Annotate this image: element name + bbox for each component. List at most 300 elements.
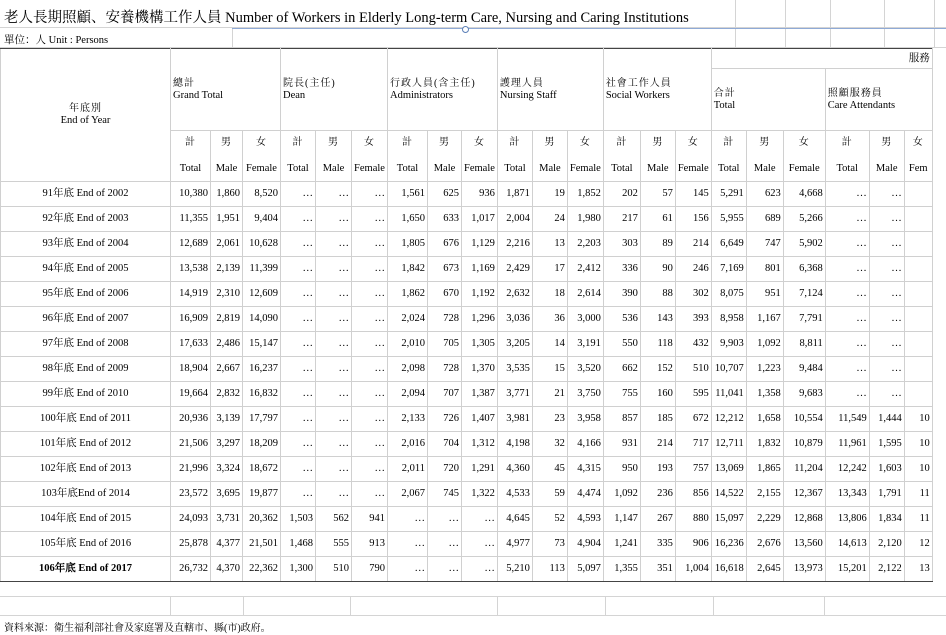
data-cell: 90 [640, 257, 675, 282]
data-cell: 20,362 [243, 507, 281, 532]
data-cell: 4,166 [567, 432, 603, 457]
data-cell: 10 [904, 432, 932, 457]
data-cell: 1,305 [462, 332, 498, 357]
data-cell: 2,120 [869, 532, 904, 557]
data-cell: 2,024 [388, 307, 428, 332]
data-cell: … [316, 482, 352, 507]
sub-header-en: Male [647, 163, 669, 174]
data-cell: 10,707 [711, 357, 746, 382]
data-cell: 73 [532, 532, 567, 557]
table-row [1, 307, 933, 332]
data-cell: 52 [532, 507, 567, 532]
year-cell: 91年底 End of 2002 [1, 182, 171, 207]
data-cell: 113 [532, 557, 567, 582]
data-cell: 1,147 [603, 507, 640, 532]
sub-header-total [281, 131, 316, 182]
year-cell: 92年底 End of 2003 [1, 207, 171, 232]
data-cell: 1,241 [603, 532, 640, 557]
data-cell: … [462, 557, 498, 582]
data-cell: 9,683 [783, 382, 825, 407]
year-cell: 95年底 End of 2006 [1, 282, 171, 307]
data-cell: 16,237 [243, 357, 281, 382]
data-cell: 26,732 [171, 557, 211, 582]
data-cell: … [869, 307, 904, 332]
source-note: 資料來源：衛生福利部社會及家庭署及直轄市、縣(市)政府。 [4, 623, 271, 634]
sub-header-zh: 女 [579, 137, 591, 148]
table-row [1, 382, 933, 407]
data-cell: 393 [675, 307, 711, 332]
data-cell: 2,429 [497, 257, 532, 282]
data-cell: 728 [428, 307, 462, 332]
sub-header-zh: 計 [402, 137, 413, 148]
sub-header-female [462, 131, 498, 182]
sub-header-male [746, 131, 783, 182]
data-cell: 14,919 [171, 282, 211, 307]
data-cell: 4,977 [497, 532, 532, 557]
data-cell: 856 [675, 482, 711, 507]
sub-header-zh: 女 [687, 137, 699, 148]
data-cell: 662 [603, 357, 640, 382]
data-cell: 1,387 [462, 382, 498, 407]
sub-header-en: Total [287, 163, 309, 174]
data-cell: 1,167 [746, 307, 783, 332]
data-cell: 3,324 [211, 457, 243, 482]
data-cell: 2,486 [211, 332, 243, 357]
data-cell: … [388, 532, 428, 557]
data-cell: 1,980 [567, 207, 603, 232]
data-cell: … [281, 282, 316, 307]
data-cell: 303 [603, 232, 640, 257]
data-cell: 156 [675, 207, 711, 232]
data-cell: … [352, 282, 388, 307]
data-cell: 59 [532, 482, 567, 507]
year-cell: 103年底End of 2014 [1, 482, 171, 507]
year-cell: 101年底 End of 2012 [1, 432, 171, 457]
data-cell: 10,554 [783, 407, 825, 432]
data-cell: 10 [904, 407, 932, 432]
data-cell: 217 [603, 207, 640, 232]
data-cell: 160 [640, 382, 675, 407]
sub-header-male [532, 131, 567, 182]
data-cell: 12,212 [711, 407, 746, 432]
sub-header-female [243, 131, 281, 182]
data-cell: 555 [316, 532, 352, 557]
service-staff-group-header [711, 49, 932, 69]
data-cell: 1,355 [603, 557, 640, 582]
data-cell: … [281, 232, 316, 257]
sub-header-total [711, 131, 746, 182]
data-cell: 1,370 [462, 357, 498, 382]
data-cell: … [388, 557, 428, 582]
data-cell: 11 [904, 507, 932, 532]
sub-header-zh: 男 [759, 137, 771, 148]
data-cell: 1,951 [211, 207, 243, 232]
data-cell: 1,561 [388, 182, 428, 207]
data-cell: … [825, 357, 869, 382]
year-cell: 99年底 End of 2010 [1, 382, 171, 407]
data-cell: 562 [316, 507, 352, 532]
sub-header-female [567, 131, 603, 182]
data-cell: 16,909 [171, 307, 211, 332]
data-cell: 1,503 [281, 507, 316, 532]
data-cell: 2,310 [211, 282, 243, 307]
data-cell: 16,832 [243, 382, 281, 407]
data-cell [904, 332, 932, 357]
data-cell: … [825, 382, 869, 407]
data-cell: 267 [640, 507, 675, 532]
data-cell: 15 [532, 357, 567, 382]
data-cell: 8,958 [711, 307, 746, 332]
data-cell: 5,902 [783, 232, 825, 257]
year-cell: 100年底 End of 2011 [1, 407, 171, 432]
data-cell: 13 [904, 557, 932, 582]
data-cell: 18,672 [243, 457, 281, 482]
data-cell: 17 [532, 257, 567, 282]
data-cell: 4,370 [211, 557, 243, 582]
data-cell: 7,791 [783, 307, 825, 332]
data-cell: 10,628 [243, 232, 281, 257]
data-cell: 4,360 [497, 457, 532, 482]
data-cell [904, 282, 932, 307]
sub-header-en: Total [718, 163, 740, 174]
sub-header-female [352, 131, 388, 182]
sheet-title: 老人長期照顧、安養機構工作人員 Number of Workers in Elderly Long-term Care, Nursing and Caring Institutions [4, 10, 689, 26]
data-cell: 89 [640, 232, 675, 257]
data-cell: 143 [640, 307, 675, 332]
data-cell: 20,936 [171, 407, 211, 432]
table-row [1, 357, 933, 382]
year-cell: 104年底 End of 2015 [1, 507, 171, 532]
data-cell: 1,192 [462, 282, 498, 307]
data-cell: 23 [532, 407, 567, 432]
data-cell: 7,169 [711, 257, 746, 282]
data-cell: 11,355 [171, 207, 211, 232]
data-cell: 11,961 [825, 432, 869, 457]
sub-header-zh: 計 [509, 137, 521, 148]
data-cell: 13,069 [711, 457, 746, 482]
year-cell: 93年底 End of 2004 [1, 232, 171, 257]
data-cell: 704 [428, 432, 462, 457]
data-cell: 12,367 [783, 482, 825, 507]
data-cell: … [869, 382, 904, 407]
sub-header-zh: 男 [328, 137, 339, 148]
data-cell: … [316, 207, 352, 232]
service-group-label: 服務 [908, 52, 930, 64]
data-cell: 2,614 [567, 282, 603, 307]
data-cell: 4,315 [567, 457, 603, 482]
sub-header-en: Total [179, 163, 202, 174]
sub-header-en: Female [677, 163, 709, 174]
administrators-en: Administrators [390, 89, 453, 101]
sub-header-zh: 男 [439, 137, 450, 148]
data-cell: 3,036 [497, 307, 532, 332]
data-cell: 1,603 [869, 457, 904, 482]
data-cell: … [825, 332, 869, 357]
data-cell: 14 [532, 332, 567, 357]
sub-header-female [675, 131, 711, 182]
data-cell: 10 [904, 457, 932, 482]
data-cell: 1,842 [388, 257, 428, 282]
data-cell: … [281, 357, 316, 382]
data-cell: 689 [746, 207, 783, 232]
data-cell: 6,649 [711, 232, 746, 257]
data-cell: … [462, 532, 498, 557]
data-cell: 6,368 [783, 257, 825, 282]
data-cell: 2,133 [388, 407, 428, 432]
data-cell: 625 [428, 182, 462, 207]
data-cell: 1,862 [388, 282, 428, 307]
data-cell: 2,122 [869, 557, 904, 582]
table-row [1, 257, 933, 282]
data-cell: 2,229 [746, 507, 783, 532]
sub-header-zh: 女 [798, 137, 810, 148]
data-cell: … [352, 482, 388, 507]
data-cell: 432 [675, 332, 711, 357]
data-cell: 336 [603, 257, 640, 282]
data-cell: 12 [904, 532, 932, 557]
data-cell: 2,011 [388, 457, 428, 482]
data-cell: 152 [640, 357, 675, 382]
data-cell: 10,879 [783, 432, 825, 457]
data-cell: … [352, 407, 388, 432]
data-cell: 19,877 [243, 482, 281, 507]
data-cell: 13 [532, 232, 567, 257]
data-cell: … [316, 382, 352, 407]
data-cell [904, 382, 932, 407]
data-cell: 21,996 [171, 457, 211, 482]
data-cell: 2,819 [211, 307, 243, 332]
data-cell: 3,981 [497, 407, 532, 432]
sub-header-en: Female [569, 163, 601, 174]
table-row [1, 407, 933, 432]
data-cell: 5,266 [783, 207, 825, 232]
data-cell [904, 257, 932, 282]
nursing-staff-header [497, 49, 603, 131]
data-cell: … [352, 357, 388, 382]
data-cell: 8,075 [711, 282, 746, 307]
data-cell: … [869, 232, 904, 257]
data-cell: 13,343 [825, 482, 869, 507]
data-cell [904, 207, 932, 232]
sub-header-en: Female [354, 163, 385, 174]
data-cell: 25,878 [171, 532, 211, 557]
data-cell: 745 [428, 482, 462, 507]
data-cell: 3,695 [211, 482, 243, 507]
data-cell: 24,093 [171, 507, 211, 532]
data-cell: 3,205 [497, 332, 532, 357]
data-cell: 1,444 [869, 407, 904, 432]
data-cell: 4,533 [497, 482, 532, 507]
data-cell: 390 [603, 282, 640, 307]
data-cell: 3,771 [497, 382, 532, 407]
data-cell: 10,380 [171, 182, 211, 207]
data-cell: 16,618 [711, 557, 746, 582]
data-cell: … [825, 307, 869, 332]
data-cell: 11,204 [783, 457, 825, 482]
sub-header-total [825, 131, 869, 182]
sub-header-en: Total [611, 163, 633, 174]
data-cell: 1,832 [746, 432, 783, 457]
data-cell: … [281, 382, 316, 407]
data-cell: 2,216 [497, 232, 532, 257]
data-cell [904, 232, 932, 257]
data-cell: 13,538 [171, 257, 211, 282]
data-cell: 4,377 [211, 532, 243, 557]
data-cell: 88 [640, 282, 675, 307]
sub-header-female [904, 131, 932, 182]
data-cell: 673 [428, 257, 462, 282]
data-cell: 57 [640, 182, 675, 207]
data-cell: 13,973 [783, 557, 825, 582]
data-cell: … [281, 182, 316, 207]
data-cell: … [316, 332, 352, 357]
year-cell: 105年底 End of 2016 [1, 532, 171, 557]
data-cell: 3,731 [211, 507, 243, 532]
data-cell: 2,139 [211, 257, 243, 282]
grand-total-en: Grand Total [173, 89, 224, 101]
data-cell: 931 [603, 432, 640, 457]
data-cell: … [281, 457, 316, 482]
data-cell: 11 [904, 482, 932, 507]
data-cell: … [352, 457, 388, 482]
sub-header-en: Male [215, 163, 238, 174]
unit-label: 單位：人 Unit : Persons [4, 35, 109, 46]
sub-header-total [497, 131, 532, 182]
nursing-zh: 護理人員 [499, 77, 544, 89]
data-cell: 536 [603, 307, 640, 332]
data-cell: 2,155 [746, 482, 783, 507]
sub-header-female [783, 131, 825, 182]
data-cell: 2,067 [388, 482, 428, 507]
sub-header-male [316, 131, 352, 182]
data-cell: 857 [603, 407, 640, 432]
data-cell: 1,805 [388, 232, 428, 257]
data-cell: 1,852 [567, 182, 603, 207]
data-cell: 214 [675, 232, 711, 257]
data-cell: 12,609 [243, 282, 281, 307]
data-cell: 351 [640, 557, 675, 582]
data-cell [904, 307, 932, 332]
data-cell: 236 [640, 482, 675, 507]
sub-header-en: Female [788, 163, 820, 174]
social-zh: 社會工作人員 [605, 77, 672, 89]
data-cell: 118 [640, 332, 675, 357]
table-row [1, 232, 933, 257]
sub-header-zh: 計 [723, 137, 735, 148]
data-cell: 5,097 [567, 557, 603, 582]
data-cell: 801 [746, 257, 783, 282]
data-cell: 11,399 [243, 257, 281, 282]
selection-resize-handle[interactable] [462, 26, 469, 33]
data-cell: 4,645 [497, 507, 532, 532]
grand-total-header [171, 49, 281, 131]
data-cell: … [316, 257, 352, 282]
data-cell: 913 [352, 532, 388, 557]
data-cell: … [869, 182, 904, 207]
data-cell: … [352, 182, 388, 207]
data-cell: 1,407 [462, 407, 498, 432]
data-cell: 2,832 [211, 382, 243, 407]
data-cell: 335 [640, 532, 675, 557]
data-cell: … [281, 407, 316, 432]
data-cell: 61 [640, 207, 675, 232]
administrators-header [388, 49, 498, 131]
sub-header-male [640, 131, 675, 182]
data-cell: 906 [675, 532, 711, 557]
data-cell: 1,595 [869, 432, 904, 457]
data-cell [904, 357, 932, 382]
data-cell: 2,645 [746, 557, 783, 582]
data-cell: 2,010 [388, 332, 428, 357]
table-row [1, 482, 933, 507]
data-cell: … [869, 207, 904, 232]
data-table [0, 48, 933, 582]
data-cell: 18,209 [243, 432, 281, 457]
data-cell: 185 [640, 407, 675, 432]
data-cell: 4,593 [567, 507, 603, 532]
sub-header-zh: 男 [221, 137, 232, 148]
data-cell: 302 [675, 282, 711, 307]
data-cell: … [825, 282, 869, 307]
data-cell: 2,667 [211, 357, 243, 382]
data-cell: 1,871 [497, 182, 532, 207]
social-workers-header [603, 49, 711, 131]
data-cell: 1,004 [675, 557, 711, 582]
data-cell: 705 [428, 332, 462, 357]
data-cell: 1,468 [281, 532, 316, 557]
data-cell: 2,094 [388, 382, 428, 407]
data-cell: 1,223 [746, 357, 783, 382]
data-cell: 880 [675, 507, 711, 532]
data-cell: 1,358 [746, 382, 783, 407]
data-cell: … [869, 282, 904, 307]
sub-header-en: Male [539, 163, 561, 174]
care-attendants-header [825, 69, 932, 131]
table-row [1, 507, 933, 532]
table-row [1, 557, 933, 582]
sub-header-zh: 男 [544, 137, 556, 148]
data-cell: 16,236 [711, 532, 746, 557]
administrators-zh: 行政人員(含主任) [390, 77, 476, 89]
year-cell: 102年底 End of 2013 [1, 457, 171, 482]
data-cell: … [281, 307, 316, 332]
data-cell: 5,955 [711, 207, 746, 232]
data-cell: 9,404 [243, 207, 281, 232]
table-row [1, 182, 933, 207]
data-cell: 36 [532, 307, 567, 332]
data-cell: 755 [603, 382, 640, 407]
care-zh: 照顧服務員 [827, 87, 883, 99]
data-cell: 676 [428, 232, 462, 257]
data-cell: 2,676 [746, 532, 783, 557]
data-cell: 45 [532, 457, 567, 482]
data-cell: … [352, 232, 388, 257]
data-cell: 3,139 [211, 407, 243, 432]
data-cell: … [316, 307, 352, 332]
data-cell: 510 [316, 557, 352, 582]
data-cell: … [281, 207, 316, 232]
data-cell: 1,650 [388, 207, 428, 232]
year-cell: 98年底 End of 2009 [1, 357, 171, 382]
data-cell: 2,016 [388, 432, 428, 457]
data-cell: … [869, 357, 904, 382]
data-cell: … [869, 332, 904, 357]
data-cell: … [281, 257, 316, 282]
data-cell: … [825, 182, 869, 207]
data-cell: 2,061 [211, 232, 243, 257]
data-cell: 1,296 [462, 307, 498, 332]
data-cell: … [316, 282, 352, 307]
